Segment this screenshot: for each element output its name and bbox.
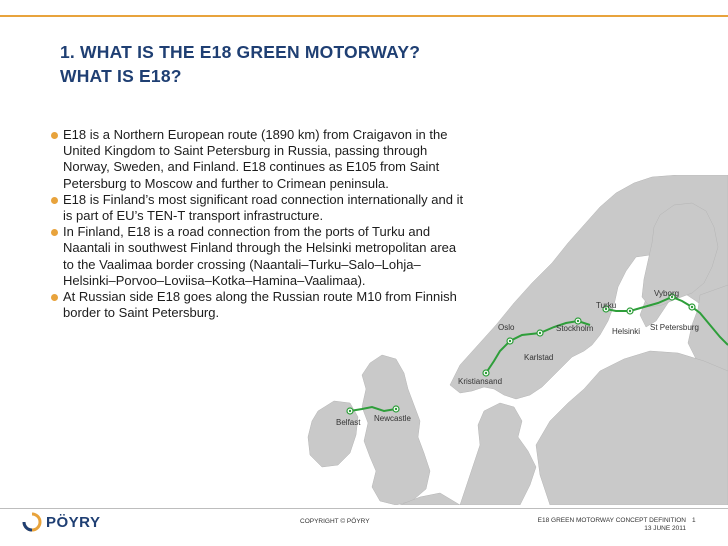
city-label-oslo: Oslo xyxy=(498,323,515,332)
map-land-great-britain xyxy=(362,355,430,505)
footer-doc-title: E18 GREEN MOTORWAY CONCEPT DEFINITION xyxy=(537,517,686,524)
city-label-stockholm: Stockholm xyxy=(556,324,594,333)
city-label-helsinki: Helsinki xyxy=(612,327,641,336)
city-marker-kristiansand xyxy=(483,370,489,376)
poyry-logo xyxy=(22,511,100,533)
e18-route-map xyxy=(300,175,728,505)
city-label-karlstad: Karlstad xyxy=(524,353,554,362)
footer-rule xyxy=(0,508,728,509)
footer-copyright: COPYRIGHT © PÖYRY xyxy=(300,518,370,525)
city-label-kristiansand: Kristiansand xyxy=(458,377,503,386)
map-land-denmark xyxy=(460,403,536,505)
city-marker-newcastle xyxy=(393,406,399,412)
footer-date: 13 JUNE 2011 xyxy=(644,525,686,532)
map-land-baltic xyxy=(536,351,728,505)
slide-title-line-2: WHAT IS E18? xyxy=(60,66,182,86)
city-label-vyborg: Vyborg xyxy=(654,289,680,298)
city-label-newcastle: Newcastle xyxy=(374,414,411,423)
city-marker-belfast xyxy=(347,408,353,414)
city-marker-st-petersburg xyxy=(689,304,695,310)
city-marker-oslo xyxy=(507,338,513,344)
city-label-st-petersburg: St Petersburg xyxy=(650,323,699,332)
bullet-item: In Finland, E18 is a road connection from the ports of Turku and Naantali in southwest Finland through the Helsinki metropolitan area to the Vaalimaa border crossing (Naantali–Turku–Salo–Lohja–Helsinki–Porvoo–Loviisa–Kotka–Hamina–Vaalimaa). xyxy=(50,224,470,289)
footer-doc-info xyxy=(490,517,686,533)
slide-title-line-1: 1. WHAT IS THE E18 GREEN MOTORWAY? xyxy=(60,42,421,62)
poyry-logo-icon xyxy=(22,512,42,532)
bullet-item: E18 is a Northern European route (1890 km) from Craigavon in the United Kingdom to Saint Petersburg in Russia, passing through Norway, Sweden, and Finland. E18 continues as E105 from Saint Petersburg to Moscow and further to Crimean peninsula. xyxy=(50,127,470,192)
top-accent-rule xyxy=(0,15,728,17)
poyry-logo-text: PÖYRY xyxy=(46,513,101,531)
slide-title xyxy=(60,40,620,88)
city-label-turku: Turku xyxy=(596,301,617,310)
bullet-item: At Russian side E18 goes along the Russian route M10 from Finnish border to Saint Petersburg. xyxy=(50,289,470,321)
city-marker-helsinki xyxy=(627,308,633,314)
city-marker-karlstad xyxy=(537,330,543,336)
page-number: 1 xyxy=(692,517,696,524)
city-label-belfast: Belfast xyxy=(336,418,361,427)
bullet-item: E18 is Finland’s most significant road connection internationally and it is part of EU’s TEN-T transport infrastructure. xyxy=(50,192,470,224)
